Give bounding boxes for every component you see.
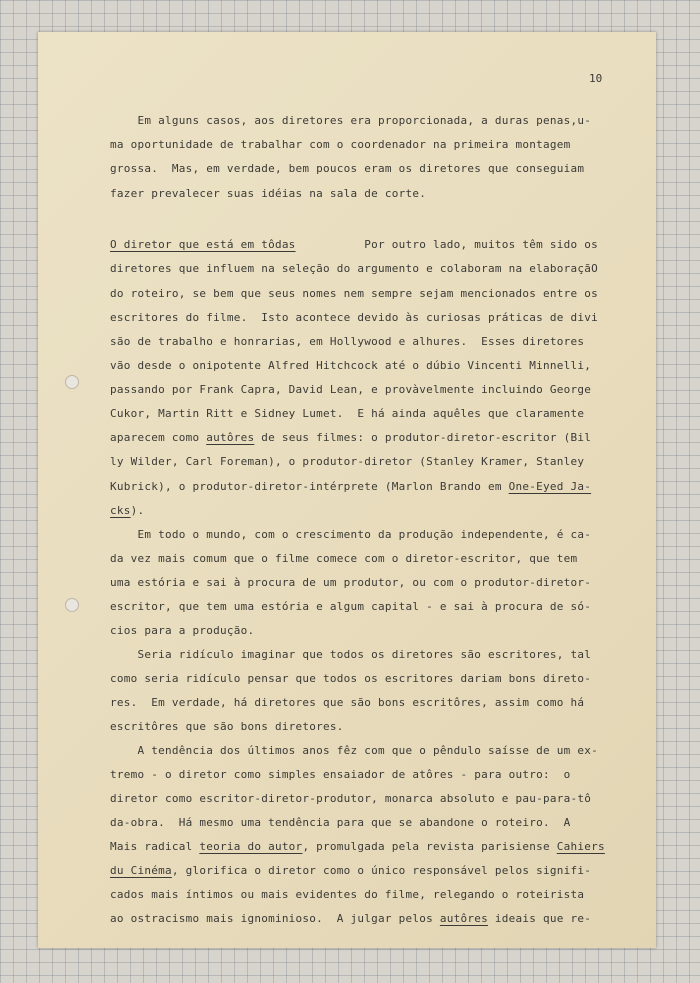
text-line [110,768,570,781]
text-segment: ideais que re- [488,912,592,925]
text-segment: ly Wilder, Carl Foreman), o produtor-diretor (Stanley Kramer, Stanley [110,455,585,468]
text-segment: A tendência dos últimos anos fêz com que o pêndulo saísse de um ex- [110,744,598,757]
underlined-text: teoria do autor [199,840,303,853]
text-line [110,359,591,372]
text-line [110,864,591,877]
text-line [110,696,584,709]
text-line [110,672,591,685]
text-segment: da-obra. Há mesmo uma tendência para que se abandone o roteiro. A [110,816,571,829]
text-line [110,431,591,444]
text-line [110,552,577,565]
text-segment: escritor, que tem uma estória e algum capital - e sai à procura de só- [110,600,592,613]
text-line [110,744,598,757]
text-line [110,624,254,637]
text-segment: diretores que influem na seleção do argumento e colaboram na elaboraçãO [110,262,598,275]
text-segment: vão desde o onipotente Alfred Hitchcock até o dúbio Vincenti Minnelli, [110,359,592,372]
text-segment: cios para a produção. [110,624,255,637]
text-line [110,576,591,589]
text-line [110,138,570,151]
text-segment: são de trabalho e honrarias, em Hollywood e alhures. Esses diretores [110,335,585,348]
underlined-text: autôres [206,431,255,444]
text-segment: de seus filmes: o produtor-diretor-escritor (Bil [254,431,592,444]
text-segment: fazer prevalecer suas idéias na sala de corte. [110,187,427,200]
text-segment: Kubrick), o produtor-diretor-intérprete (Marlon Brando em [110,480,509,493]
text-segment: Por outro lado, muitos têm sido os [295,238,598,251]
text-line [110,816,570,829]
page-number: 10 [589,72,603,85]
text-line [110,455,584,468]
text-segment: , promulgada pela revista parisiense [302,840,557,853]
text-line [110,648,591,661]
text-line [110,504,144,517]
text-segment: diretor como escritor-diretor-produtor, monarca absoluto e pau-para-tô [110,792,592,805]
text-segment: do roteiro, se bem que seus nomes nem sempre sejam mencionados entre os [110,287,598,300]
text-line [110,311,598,324]
text-segment: ). [130,504,145,517]
text-segment: uma estória e sai à procura de um produtor, ou com o produtor-diretor- [110,576,592,589]
underlined-text: cks [110,504,131,517]
text-segment: escritores do filme. Isto acontece devido às curiosas práticas de divi [110,311,598,324]
text-line [110,912,591,925]
text-segment: res. Em verdade, há diretores que são bons escritôres, assim como há [110,696,585,709]
text-line [110,187,426,200]
punch-hole-bottom [65,598,79,612]
text-segment: , glorifica o diretor como o único responsável pelos signifi- [171,864,592,877]
text-segment: Cukor, Martin Ritt e Sidney Lumet. E há ainda aquêles que claramente [110,407,585,420]
text-line [110,840,605,853]
typewritten-page [38,32,656,948]
text-line [110,792,591,805]
text-segment: Em todo o mundo, com o crescimento da produção independente, é ca- [110,528,592,541]
text-line [110,238,598,251]
text-line [110,335,584,348]
text-segment: tremo - o diretor como simples ensaiador de atôres - para outro: o [110,768,571,781]
text-segment: grossa. Mas, em verdade, bem poucos eram os diretores que conseguiam [110,162,585,175]
underlined-text: Cahiers [556,840,605,853]
underlined-text: One-Eyed Ja- [508,480,592,493]
text-line [110,287,598,300]
text-segment: cados mais íntimos ou mais evidentes do filme, relegando o roteirista [110,888,585,901]
text-line [110,720,344,733]
underlined-text: O diretor que está em tôdas [110,238,296,251]
text-segment: Em alguns casos, aos diretores era proporcionada, a duras penas,u- [110,114,592,127]
text-line [110,528,591,541]
text-segment: Seria ridículo imaginar que todos os diretores são escritores, tal [110,648,592,661]
text-segment: ao ostracismo mais ignominioso. A julgar pelos [110,912,440,925]
text-line [110,407,584,420]
text-segment: aparecem como [110,431,207,444]
text-segment: ma oportunidade de trabalhar com o coordenador na primeira montagem [110,138,571,151]
punch-hole-top [65,375,79,389]
text-segment: Mais radical [110,840,200,853]
text-segment: passando por Frank Capra, David Lean, e provàvelmente incluindo George [110,383,592,396]
text-line [110,480,591,493]
text-line [110,162,584,175]
text-line [110,888,584,901]
underlined-text: autôres [439,912,488,925]
text-line [110,600,591,613]
text-segment: escritôres que são bons diretores. [110,720,344,733]
text-line [110,383,591,396]
text-line [110,262,598,275]
underlined-text: du Cinéma [110,864,172,877]
text-segment: como seria ridículo pensar que todos os escritores dariam bons direto- [110,672,592,685]
text-segment: da vez mais comum que o filme comece com o diretor-escritor, que tem [110,552,578,565]
text-line [110,114,591,127]
